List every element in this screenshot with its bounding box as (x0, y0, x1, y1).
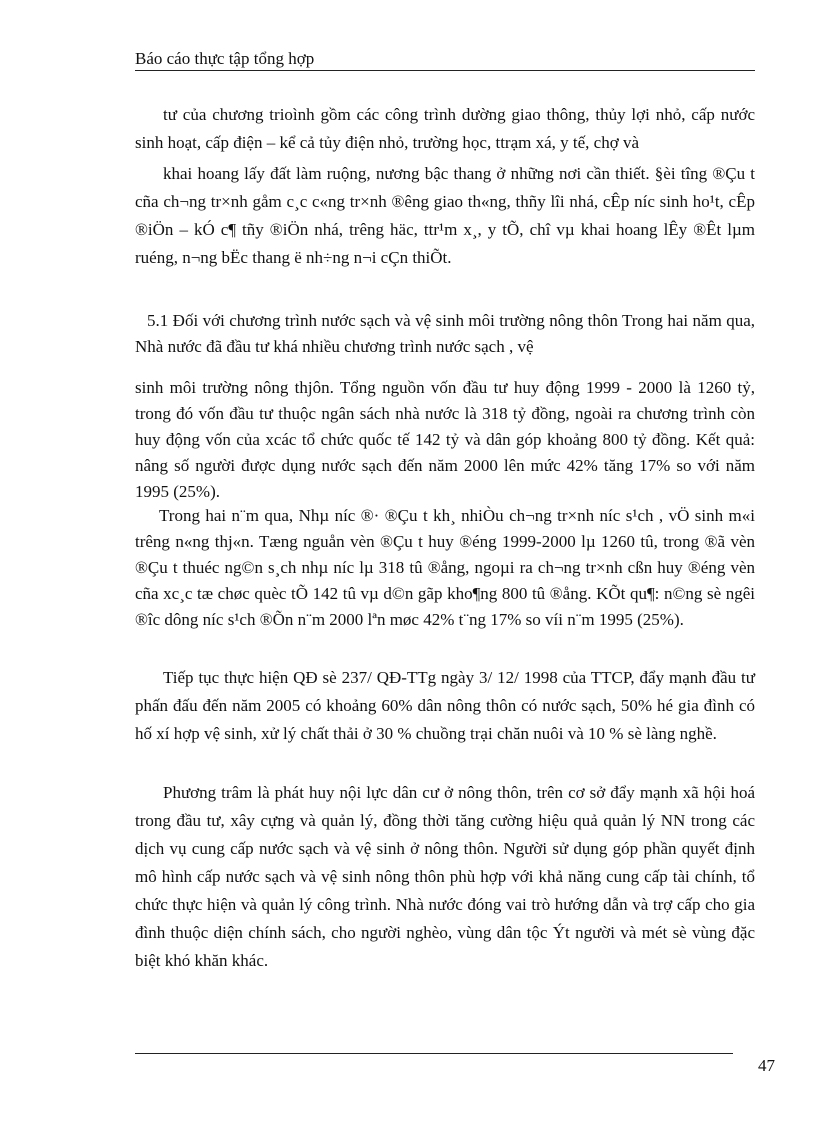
paragraph-5: Trong hai n¨m qua, Nhµ níc ®· ®Çu t kh¸ nhiÒu ch¬ng tr×nh níc s¹ch , vÖ sinh m«i trêng n«ng thj«n. Tæng nguån vèn ®Çu t huy ®éng 1999-2000 lµ 1260 tû, trong ®ã vèn ®Çu t thuéc ng©n s¸ch nhµ níc lµ 318 tû ®ång, ngoµi ra ch¬ng tr×nh cßn huy ®éng vèn cña xc¸c tæ chøc quèc tÕ 142 tû vµ d©n gãp kho¶ng 800 tû ®ång. KÕt qu¶: n©ng sè ngêi ®îc dông níc s¹ch ®Õn n¨m 2000 lªn møc 42% t¨ng 17% so víi n¨m 1995 (25%). (135, 506, 755, 629)
page-number: 47 (758, 1056, 775, 1075)
paragraph-4: sinh môi trường nông thjôn. Tổng nguồn vốn đầu tư huy động 1999 - 2000 là 1260 tỷ, trong đó vốn đầu tư thuộc ngân sách nhà nước là 318 tỷ đồng, ngoài ra chương trình còn huy động vốn của xcác tổ chức quốc tế 142 tỷ và dân góp khoảng 800 tỷ đồng. Kết quả: nâng số người được dụng nước sạch đến năm 2000 lên mức 42% tăng 17% so với năm 1995 (25%). (135, 378, 755, 501)
paragraph-2: khai hoang lấy đất làm ruộng, nương bậc thang ở những nơi cần thiết. §èi tîng ®Çu t cña ch¬ng tr×nh gåm c¸c c«ng tr×nh ®êng giao th«ng, thñy lîi nhá, cÊp níc sinh ho¹t, cÊp ®iÖn – kÓ c¶ tñy ®iÖn nhá, trêng häc, ttr¹m x¸, y tÕ, chî vµ khai hoang lÊy ®Êt lµm ruéng, n¬ng bËc thang ë nh÷ng n¬i cÇn thiÕt. (135, 164, 755, 267)
paragraph-3-heading: 5.1 Đối với chương trình nước sạch và vệ sinh môi trường nông thôn Trong hai năm qua, Nhà nước đã đầu tư khá nhiều chương trình nước sạch , vệ (135, 311, 755, 356)
paragraph-1: tư của chương trioình gồm các công trình dường giao thông, thủy lợi nhỏ, cấp nước sinh hoạt, cấp điện – kể cả tủy điện nhỏ, trường học, ttrạm xá, y tế, chợ và (135, 105, 755, 152)
page-header: Báo cáo thực tập tổng hợp (135, 49, 755, 71)
paragraph-6: Tiếp tục thực hiện QĐ sè 237/ QĐ-TTg ngày 3/ 12/ 1998 của TTCP, đẩy mạnh đầu tư phấn đấu đến năm 2005 có khoảng 60% dân nông thôn có nước sạch, 50% hé gia đình có hố xí hợp vệ sinh, xử lý chất thải ở 30 % chuồng trại chăn nuôi và 10 % sè làng nghề. (135, 668, 755, 743)
footer-divider (135, 1053, 733, 1054)
paragraph-7: Phương trâm là phát huy nội lực dân cư ở nông thôn, trên cơ sở đẩy mạnh xã hội hoá trong đầu tư, xây cựng và quản lý, đồng thời tăng cường hiệu quả quản lý NN trong các dịch vụ cung cấp nước sạch và vệ sinh ở nông thôn. Người sử dụng góp phần quyết định mô hình cấp nước sạch và vệ sinh nông thôn phù hợp với khả năng cung cấp tài chính, tổ chức thực hiện và quản lý công trình. Nhà nước đóng vai trò hướng dẫn và trợ cấp cho gia đình thuộc diện chính sách, cho người nghèo, vùng dân tộc Ýt người và mét sè vùng đặc biệt khó khăn khác. (135, 783, 755, 970)
